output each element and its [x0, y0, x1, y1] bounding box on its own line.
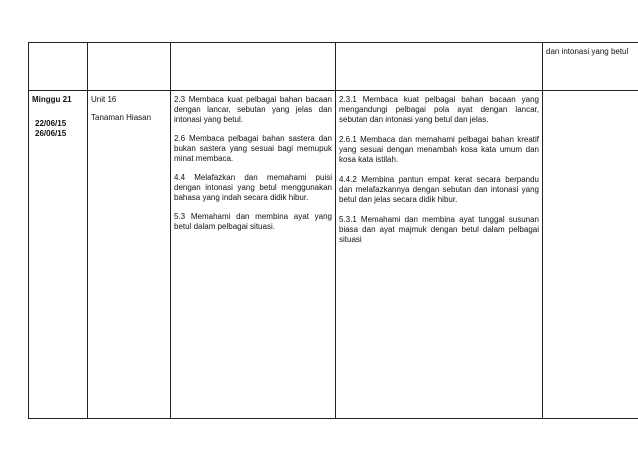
- cell-standard-kandungan: [171, 91, 336, 419]
- standard-kandungan-item: 5.3 Memahami dan membina ayat yang betul dalam pelbagai situasi.: [174, 212, 332, 231]
- standard-pembelajaran-item: 4.4.2 Membina pantun empat kerat secara berpandu dan melafazkannya dengan sebutan dan intonasi yang betul dan jelas secara didik hibur.: [339, 175, 539, 204]
- week-label: Minggu 21: [32, 95, 72, 104]
- table-row-week-21: [29, 91, 638, 419]
- date-start: 22/06/15: [35, 119, 67, 128]
- standard-kandungan-item: 2.3 Membaca kuat pelbagai bahan bacaan dengan lancar, sebutan yang jelas dan intonasi yang betul.: [174, 95, 332, 124]
- cell-standard-kandungan-empty: [171, 43, 336, 91]
- unit-title: Tanaman Hiasan: [91, 113, 152, 122]
- standard-kandungan-item: 2.6 Membaca pelbagai bahan sastera dan bukan sastera yang sesuai bagi memupuk minat membaca.: [174, 134, 332, 163]
- unit-number: Unit 16: [91, 95, 117, 104]
- cell-standard-pembelajaran-empty: [336, 43, 543, 91]
- cell-week: [29, 91, 88, 419]
- standard-pembelajaran-item: 2.6.1 Membaca dan memahami pelbagai bahan kreatif yang sesuai dengan menambah kosa kata umum dan kosa kata istilah.: [339, 135, 539, 164]
- lesson-plan-table: [28, 42, 638, 419]
- date-end: 26/06/15: [35, 129, 67, 138]
- table-row-continuation: [29, 43, 638, 91]
- cell-unit: [88, 91, 171, 419]
- cell-continuation-text: dan intonasi yang betul: [543, 43, 638, 91]
- cell-catatan: [543, 91, 638, 419]
- cell-standard-pembelajaran: [336, 91, 543, 419]
- cell-unit-empty: [88, 43, 171, 91]
- cell-week-empty: [29, 43, 88, 91]
- standard-kandungan-item: 4.4 Melafazkan dan memahami puisi dengan intonasi yang betul menggunakan bahasa yang indah secara didik hibur.: [174, 173, 332, 202]
- standard-pembelajaran-item: 2.3.1 Membaca kuat pelbagai bahan bacaan yang mengandungi pelbagai pola ayat dengan lancar, sebutan dan intonasi yang betul dan jelas.: [339, 95, 539, 124]
- standard-pembelajaran-item: 5.3.1 Memahami dan membina ayat tunggal susunan biasa dan ayat majmuk dengan betul dalam pelbagai situasi: [339, 215, 539, 244]
